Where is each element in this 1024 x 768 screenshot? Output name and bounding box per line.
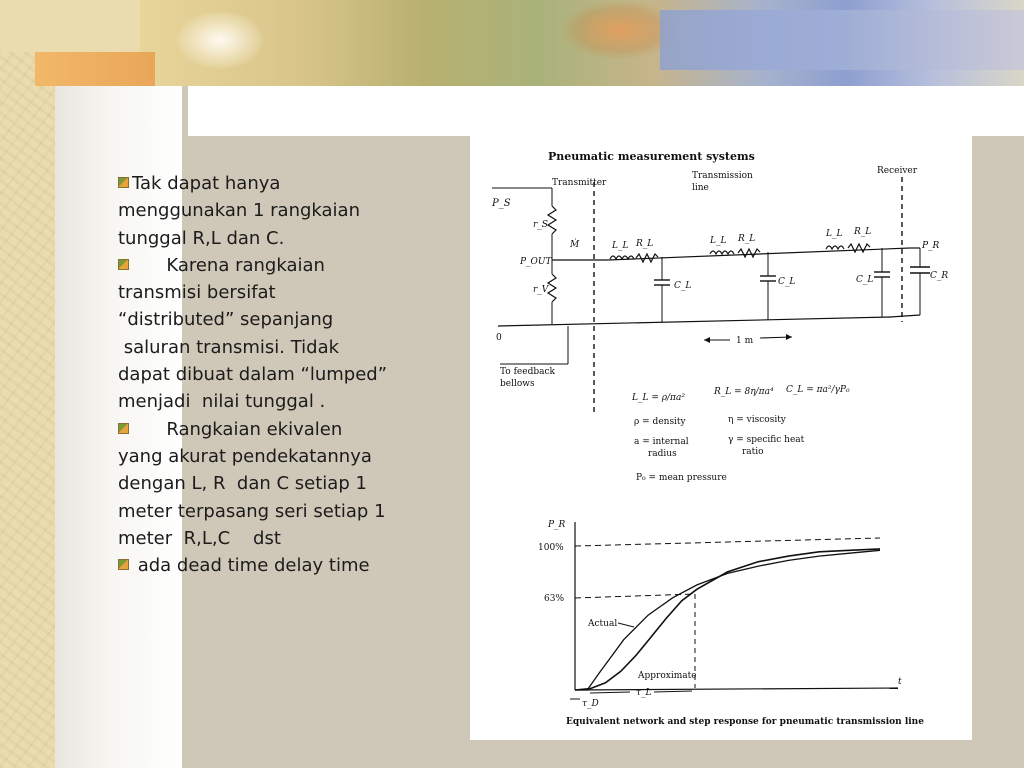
- gridline-100: [575, 538, 880, 546]
- rv-label: r_V: [533, 285, 549, 295]
- text-line: Tak dapat hanya: [132, 173, 281, 194]
- x-tick-tau-l: τ_L: [636, 688, 652, 698]
- receiver-label: Receiver: [877, 166, 918, 176]
- ps-label: P_S: [492, 198, 511, 209]
- text-line: Rangkaian ekivalen: [132, 418, 343, 440]
- text-line: “distributed” sepanjang: [118, 309, 334, 331]
- text-line: yang akurat pendekatannya: [118, 445, 372, 467]
- transmission-line-label-1: Transmission: [692, 171, 753, 181]
- legend-eta: η = viscosity: [728, 415, 786, 425]
- bullet-icon: [118, 423, 129, 434]
- text-line: transmisi bersifat: [118, 282, 276, 304]
- tau-l-arrow-left: [590, 692, 630, 693]
- resistor-2: [738, 249, 760, 257]
- y-tick-100: 100%: [538, 543, 564, 553]
- dimension-arrow-left: [704, 337, 710, 343]
- legend-rho: ρ = density: [634, 417, 686, 427]
- text-line: saluran transmisi. Tidak: [118, 336, 340, 358]
- legend-gamma-1: γ = specific heat: [728, 435, 805, 445]
- ll-label-2: L_L: [710, 236, 727, 246]
- tau-l-arrow-right: [654, 691, 692, 692]
- legend-a-2: radius: [648, 449, 677, 459]
- feedback-label-2: bellows: [500, 379, 535, 389]
- rl-label-3: R_L: [854, 227, 872, 237]
- bullet-paragraph-1: [118, 170, 418, 252]
- ground-line-end: [890, 315, 920, 317]
- ll-label-1: L_L: [612, 241, 629, 251]
- inductor-3: [826, 246, 844, 249]
- one-m-label: 1 m: [736, 336, 754, 346]
- cr-label: C_R: [930, 271, 949, 281]
- x-tick-tau-d: τ_D: [582, 699, 599, 709]
- bullet-paragraph-4: [118, 552, 418, 579]
- rl-label-2: R_L: [738, 234, 756, 244]
- text-line: dapat dibuat dalam “lumped”: [118, 364, 388, 386]
- annotation-actual-pointer: [618, 623, 634, 627]
- ground-line: [498, 317, 890, 326]
- resistor-rv: [548, 274, 556, 302]
- cl-label-2: C_L: [778, 277, 796, 287]
- slide-body-text: [118, 170, 418, 579]
- legend-gamma-2: ratio: [742, 447, 764, 457]
- dimension-arrow-right: [786, 334, 792, 340]
- text-line: dengan L, R dan C setiap 1: [118, 473, 367, 495]
- formula-cl: C_L = πa²/γP₀: [786, 385, 850, 395]
- y-tick-63: 63%: [544, 594, 565, 604]
- x-axis-label: t: [898, 677, 902, 687]
- formula-ll: L_L = ρ/πa²: [632, 393, 685, 403]
- ll-label-3: L_L: [826, 229, 843, 239]
- rl-label-1: R_L: [636, 239, 654, 249]
- banner-leaf-highlight: [175, 10, 265, 70]
- text-line: menggunakan 1 rangkaian: [118, 200, 360, 222]
- legend-p0: P₀ = mean pressure: [636, 473, 727, 483]
- bullet-icon: [118, 559, 129, 570]
- x-axis: [575, 688, 898, 690]
- figure-title: Pneumatic measurement systems: [548, 150, 755, 163]
- legend-a-1: a = internal: [634, 437, 689, 447]
- cl-label-3: C_L: [856, 275, 874, 285]
- pr-label: P_R: [922, 241, 940, 251]
- transmission-line-label-2: line: [692, 183, 709, 193]
- zero-label: 0: [496, 333, 502, 343]
- annotation-approximate: Approximate: [638, 671, 697, 681]
- series-actual-line: [575, 549, 880, 690]
- banner-orange-block: [35, 52, 155, 86]
- bullet-paragraph-2: [118, 252, 418, 416]
- text-line: menjadi nilai tunggal .: [118, 391, 326, 413]
- text-line: meter R,L,C dst: [118, 527, 281, 549]
- formula-rl: R_L = 8η/πa⁴: [714, 387, 774, 397]
- figure-svg: [470, 102, 972, 740]
- step-response-chart: [538, 520, 902, 709]
- annotation-actual: Actual: [588, 619, 618, 629]
- text-line: Karena rangkaian: [132, 254, 325, 276]
- rs-label: r_S: [533, 220, 548, 230]
- figure-caption: Equivalent network and step response for pneumatic transmission line: [566, 717, 924, 727]
- pneumatic-figure: [470, 102, 972, 740]
- bullet-paragraph-3: [118, 416, 418, 552]
- bullet-icon: [118, 177, 129, 188]
- pout-label: P_OUT: [520, 257, 552, 267]
- inductor-2: [710, 251, 734, 254]
- y-axis-label: P_R: [548, 520, 566, 530]
- text-line: meter terpasang seri setiap 1: [118, 500, 386, 522]
- banner-texture: [0, 0, 140, 52]
- transmitter-label: Transmitter: [552, 178, 607, 188]
- feedback-label-1: To feedback: [500, 367, 555, 377]
- mdot-label: Ṁ: [570, 240, 580, 250]
- resistor-rs: [548, 206, 556, 234]
- text-line: ada dead time delay time: [132, 555, 370, 577]
- text-line: tunggal R,L dan C.: [118, 227, 285, 249]
- bullet-icon: [118, 259, 129, 270]
- cl-label-1: C_L: [674, 281, 692, 291]
- banner-blue-flowers: [660, 10, 1024, 70]
